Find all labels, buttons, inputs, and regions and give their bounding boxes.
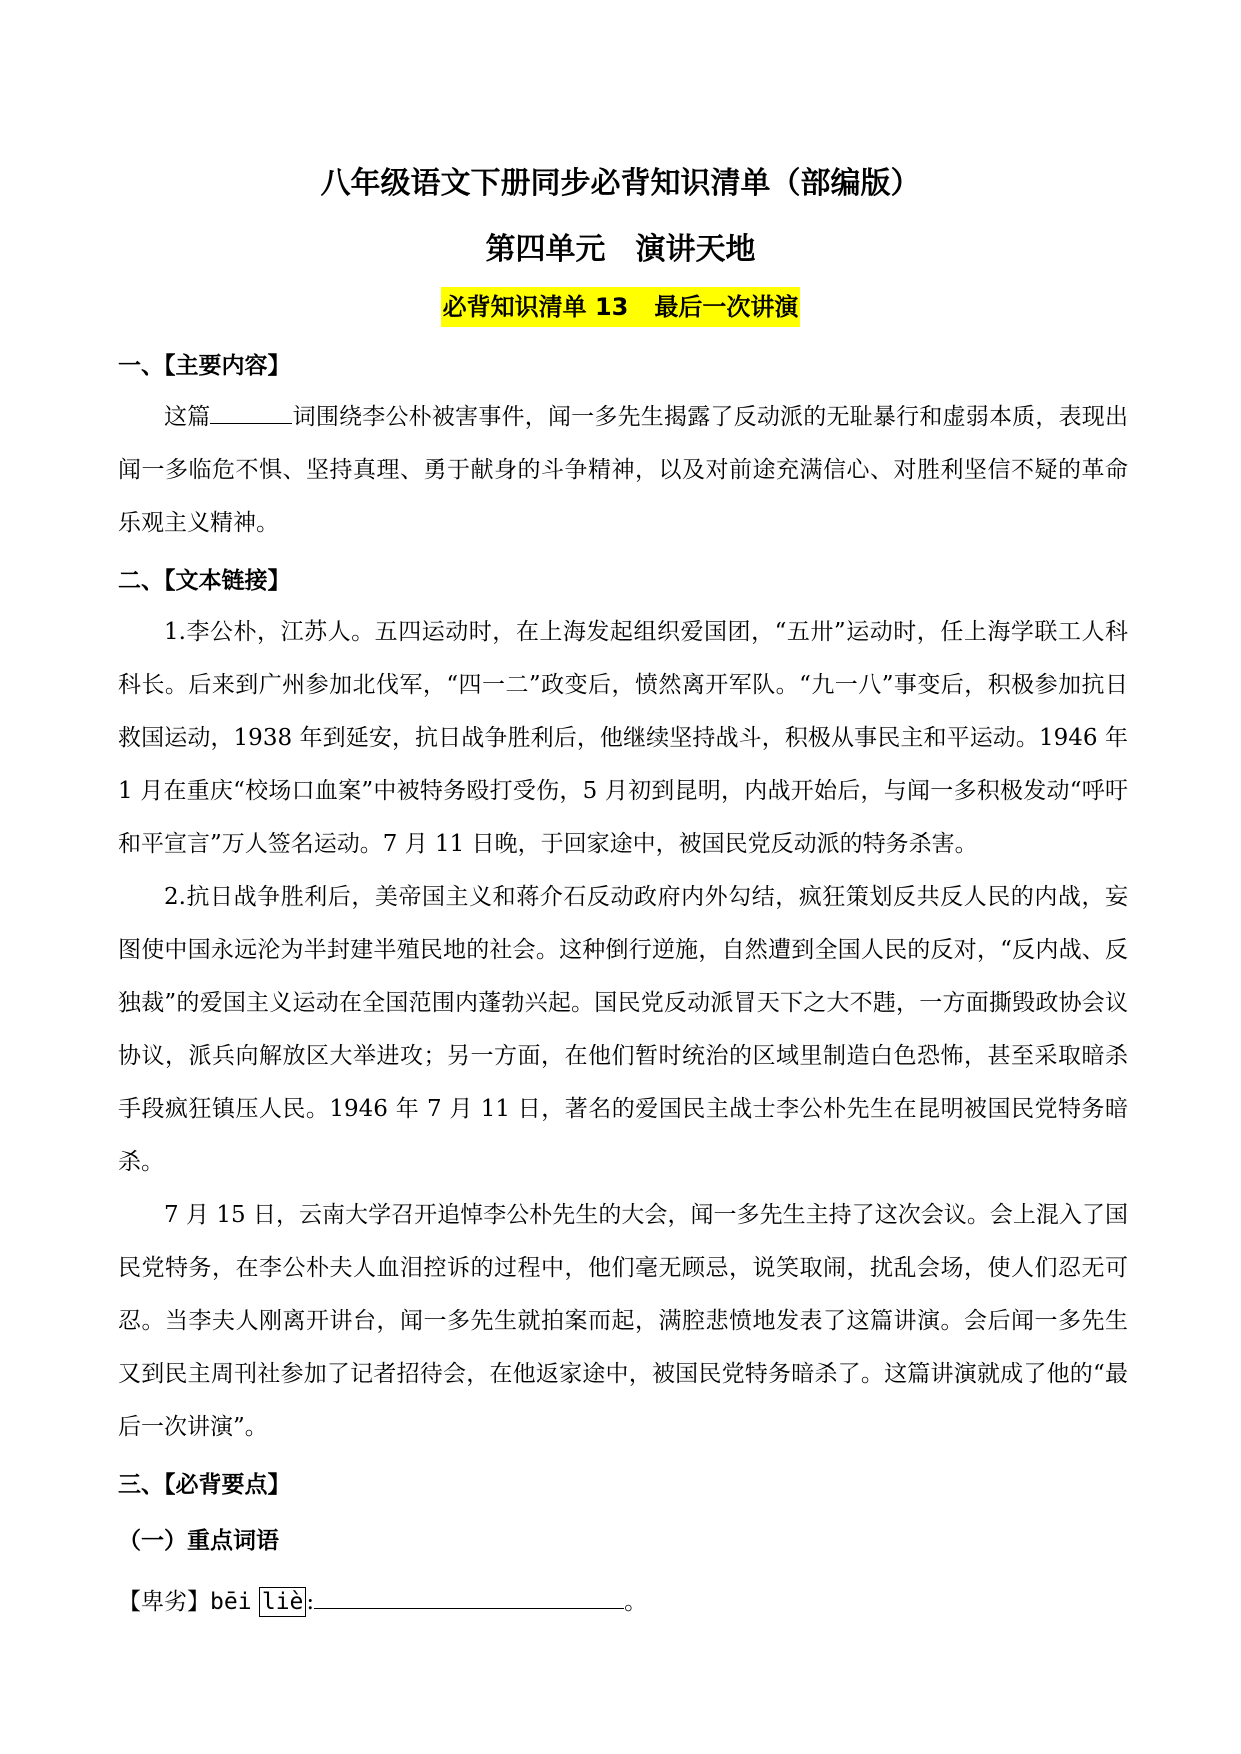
definition-blank[interactable] xyxy=(314,1586,624,1609)
lesson-banner xyxy=(0,287,1241,327)
fill-in-blank[interactable] xyxy=(210,403,292,424)
links-paragraph-1: 1.李公朴，江苏人。五四运动时，在上海发起组织爱国团，“五卅”运动时，任上海学联工人科科长。后来到广州参加北伐军，“四一二”政变后，愤然离开军队。“九一八”事变后，积极参加抗日救国运动，1938 年到延安，抗日战争胜利后，他继续坚持战斗，积极从事民主和平运动。1946 年 1 月在重庆“校场口血案”中被特务殴打受伤，5 月初到昆明，内战开始后，与闻一多积极发动“呼吁和平宣言”万人签名运动。7 月 11 日晚，于回家途中，被国民党反动派的特务杀害。 xyxy=(118,619,1128,857)
pinyin-boxed: liè xyxy=(259,1587,307,1617)
document-title: 八年级语文下册同步必背知识清单（部编版） xyxy=(320,166,921,201)
links-paragraph-2: 2.抗日战争胜利后，美帝国主义和蒋介石反动政府内外勾结，疯狂策划反共反人民的内战，妄图使中国永远沦为半封建半殖民地的社会。这种倒行逆施，自然遭到全国人民的反对，“反内战、反独裁”的爱国主义运动在全国范围内蓬勃兴起。国民党反动派冒天下之大不韪，一方面撕毁政协会议协议，派兵向解放区大举进攻；另一方面，在他们暂时统治的区域里制造白色恐怖，甚至采取暗杀手段疯狂镇压人民。1946 年 7 月 11 日，著名的爱国民主战士李公朴先生在昆明被国民党特务暗杀。 xyxy=(118,884,1128,1175)
section-heading-links: 二、【文本链接】 xyxy=(118,568,291,594)
main-content-paragraph: 这篇 词围绕李公朴被害事件，闻一多先生揭露了反动派的无耻暴行和虚弱本质，表现出闻一多临危不惧、坚持真理、勇于献身的斗争精神，以及对前途充满信心、对胜利坚信不疑的革命乐观主义精神。 xyxy=(118,404,1129,536)
key-word-entry: 【卑劣】bēi liè : 。 xyxy=(118,1576,1128,1629)
section-heading-main: 一、【主要内容】 xyxy=(118,353,291,379)
key-word: 【卑劣】 xyxy=(118,1589,210,1615)
list-label: 必背知识清单 13 xyxy=(442,293,629,321)
links-paragraph-3: 7 月 15 日，云南大学召开追悼李公朴先生的大会，闻一多先生主持了这次会议。会上混入了国民党特务，在李公朴夫人血泪控诉的过程中，他们毫无顾忌，说笑取闹，扰乱会场，使人们忍无可忍。当李夫人刚离开讲台，闻一多先生就拍案而起，满腔悲愤地发表了这篇讲演。会后闻一多先生又到民主周刊社参加了记者招待会，在他返家途中，被国民党特务暗杀了。这篇讲演就成了他的“最后一次讲演”。 xyxy=(118,1202,1128,1440)
unit-title: 第四单元 演讲天地 xyxy=(485,232,756,267)
section-heading-points: 三、【必背要点】 xyxy=(118,1472,291,1498)
highlighted-lesson-title xyxy=(441,287,801,327)
document-body xyxy=(118,335,1128,1629)
lesson-name: 最后一次讲演 xyxy=(654,293,799,321)
sub-heading-key-words: （一）重点词语 xyxy=(118,1528,279,1554)
pinyin-first: bēi xyxy=(210,1589,252,1615)
